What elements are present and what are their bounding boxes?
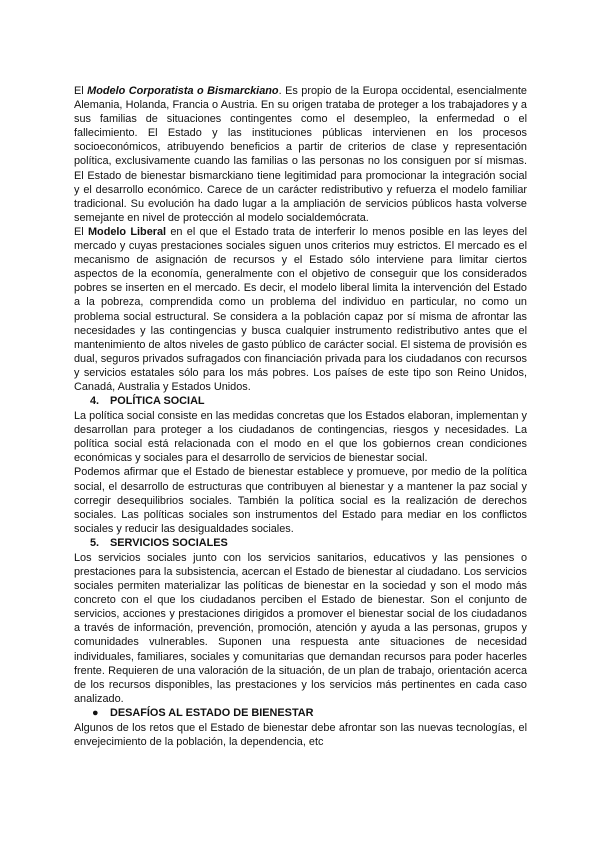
paragraph-politica-social-2: Podemos afirmar que el Estado de bienestar establece y promueve, por medio de la política social, el desarrollo de estructuras que contribuyen al bienestar y a mantener la paz social y corregir desequilibrios sociales. También la política social es la realización de derechos sociales. Las políticas sociales son instrumentos del Estado para mediar en los conflictos sociales y reducir las desigualdades sociales. [74, 466, 527, 535]
heading-title: DESAFÍOS AL ESTADO DE BIENESTAR [110, 706, 314, 719]
paragraph-lead: El [74, 85, 88, 97]
heading-number: 5. [90, 536, 100, 549]
heading-number: 4. [90, 395, 100, 408]
term-modelo-corporatista: Modelo Corporatista o Bismarckiano [87, 85, 279, 97]
paragraph-modelo-corporatista [74, 84, 527, 225]
paragraph-modelo-liberal [74, 225, 527, 394]
bullet-icon: ● [92, 706, 99, 719]
heading-politica-social [74, 394, 527, 409]
paragraph-desafios: Algunos de los retos que el Estado de bienestar debe afrontar son las nuevas tecnologías, el envejecimiento de la población, la dependencia, etc [74, 721, 527, 749]
term-modelo-liberal: Modelo Liberal [87, 225, 167, 238]
heading-servicios-sociales [74, 536, 527, 551]
paragraph-lead: El [74, 225, 88, 238]
heading-title: POLÍTICA SOCIAL [110, 395, 205, 408]
document-page [74, 84, 527, 749]
paragraph-servicios-sociales: Los servicios sociales junto con los servicios sanitarios, educativos y las pensiones o prestaciones para la subsistencia, acercan el Estado de bienestar al ciudadano. Los servicios sociales permiten materializar las políticas de bienestar en la sociedad y son el modo más concreto con el que los ciudadanos perciben el Estado de bienestar. Son el conjunto de servicios, acciones y prestaciones dirigidos a promover el bienestar social de los ciudadanos a través de información, prevención, promoción, atención y ayuda a las personas, grupos y comunidades vulnerables. Suponen una respuesta ante situaciones de necesidad individuales, familiares, sociales y comunitarias que demandan recursos para poder hacerles frente. Requieren de una valoración de la situación, de un plan de trabajo, orientación acerca de los recursos disponibles, las prestaciones y los servicios más pertinentes en cada caso analizado. [74, 551, 527, 705]
heading-title: SERVICIOS SOCIALES [110, 536, 228, 549]
paragraph-politica-social-1: La política social consiste en las medidas concretas que los Estados elaboran, implementan y desarrollan para proteger a los ciudadanos de contingencias, riesgos y necesidades. La política social está relacionada con el modo en el que los gobiernos crean condiciones económicas y sociales para el desarrollo de servicios de bienestar social. [74, 410, 527, 465]
paragraph-text: . Es propio de la Europa occidental, esencialmente Alemania, Holanda, Francia o Austria. En su origen trataba de proteger a los trabajadores y a sus familias de situaciones contingentes como el desempleo, la enfermedad o el fallecimiento. El Estado y las instituciones públicas intervienen en los procesos socioeconómicos, atribuyendo beneficios a partir de criterios de clase y representación política, exclusivamente cuando las familias o las personas no los consiguen por sí mismas. El Estado de bienestar bismarckiano tiene legitimidad para promocionar la integración social y el desarrollo económico. Carece de un carácter redistributivo y refuerza el modelo familiar tradicional. Su evolución ha dado lugar a la ampliación de servicios públicos hasta volverse semejante en nivel de protección al modelo socialdemócrata. [74, 85, 527, 224]
paragraph-text: en el que el Estado trata de interferir lo menos posible en las leyes del mercado y cuyas prestaciones sociales siguen unos criterios muy estrictos. El mercado es el mecanismo de asignación de recursos y el Estado sólo interviene para limitar ciertos aspectos de la economía, generalmente con el objetivo de conseguir que los considerados pobres se inserten en el mercado. Es decir, el modelo liberal limita la intervención del Estado a la pobreza, comprendida como un problema del individuo en particular, no como un problema social estructural. Se considera a la población capaz por sí misma de afrontar las necesidades y las contingencias y busca cualquier instrumento redistributivo antes que el mantenimiento de altos niveles de gasto público de carácter social. El sistema de provisión es dual, seguros privados sufragados con financiación privada para los ciudadanos con recursos y servicios estatales sólo para los más pobres. Los países de este tipo son Reino Unidos, Canadá, Australia y Estados Unidos. [74, 225, 527, 393]
heading-desafios [74, 706, 527, 721]
